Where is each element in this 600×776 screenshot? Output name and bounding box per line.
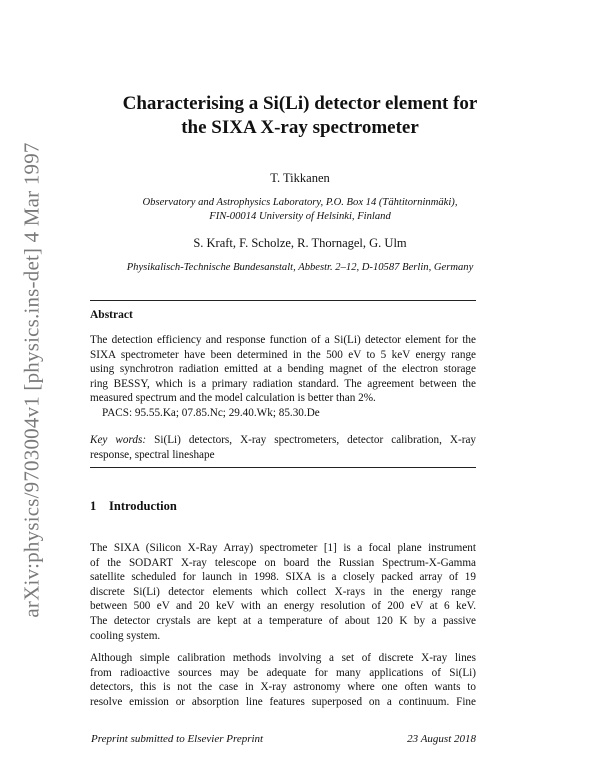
keywords-line-1 (90, 433, 476, 448)
intro-paragraph-1 (90, 541, 476, 643)
section-title: Introduction (109, 499, 177, 513)
paragraph-line: satellite scheduled for launch in 1998. SIXA is a closely packed array of 19 (90, 571, 476, 584)
title-line-2: the SIXA X-ray spectrometer (181, 117, 419, 138)
abstract-line: The detection efficiency and response function of a Si(Li) detector element for the (90, 334, 476, 346)
keywords-label: Key words: (90, 434, 147, 446)
authors-2: S. Kraft, F. Scholze, R. Thornagel, G. Ulm (193, 236, 407, 250)
abstract-line: using synchrotron radiation emitted at a bending magnet of the electron storage (90, 363, 476, 376)
paper-title (0, 92, 600, 140)
paragraph-line: detectors, this is not the case in X-ray astronomy where one often wants to (90, 681, 476, 694)
author-1: T. Tikkanen (270, 171, 330, 185)
intro-paragraph-2 (90, 651, 476, 709)
keywords-text-2: response, spectral lineshape (90, 448, 215, 461)
arxiv-id: arXiv:physics/9703004v1 [physics.ins-det] 4 Mar 1997 (19, 142, 44, 618)
paragraph-line: discrete Si(Li) detector elements which collect X-rays in the energy range (90, 585, 476, 598)
abstract-heading: Abstract (90, 309, 133, 321)
affiliation-2: Physikalisch-Technische Bundesanstalt, Abbestr. 2–12, D-10587 Berlin, Germany (126, 262, 474, 273)
affiliation-1 (0, 196, 600, 224)
paragraph-line: Although simple calibration methods involving a set of discrete X-ray lines (90, 652, 476, 664)
footer-preprint: Preprint submitted to Elsevier Preprint (91, 733, 264, 745)
paragraph-line: The detector crystals are kept at a temperature of about 120 K by a passive (90, 614, 476, 627)
footer-date: 23 August 2018 (407, 733, 476, 745)
paragraph-line: from radioactive sources may be adequate for many applications of Si(Li) (90, 666, 476, 679)
paragraph-line: cooling system. (90, 629, 161, 642)
affiliation-1-line-1: Observatory and Astrophysics Laboratory, P.O. Box 14 (Tähtitorninmäki), (142, 197, 458, 208)
keywords-text-1: Si(Li) detectors, X-ray spectrometers, detector calibration, X-ray (154, 434, 477, 446)
paragraph-line: of the SODART X-ray telescope on board the Russian Spectrum-X-Gamma (90, 556, 476, 569)
keywords (90, 433, 476, 462)
paragraph-line: The SIXA (Silicon X-Ray Array) spectrometer [1] is a focal plane instrument (90, 542, 476, 554)
paragraph-line: between 500 eV and 20 keV with an energy resolution of 200 eV at 6 keV. (90, 600, 476, 613)
affiliation-1-line-2: FIN-00014 University of Helsinki, Finland (209, 211, 391, 222)
pacs-codes: PACS: 95.55.Ka; 07.85.Nc; 29.40.Wk; 85.30.De (102, 407, 320, 419)
abstract-text (90, 333, 476, 406)
abstract-top-rule (90, 300, 476, 301)
section-heading (90, 499, 177, 514)
title-line-1: Characterising a Si(Li) detector element for (122, 93, 478, 114)
section-number: 1 (90, 499, 97, 513)
paragraph-line: resolve emission or absorption line features superposed on a continuum. Fine (90, 695, 476, 708)
abstract-bottom-rule (90, 467, 476, 468)
abstract-line: measured spectrum and the model calculation is better than 2%. (90, 392, 376, 405)
abstract-line: ring BESSY, which is a primary radiation standard. The agreement between the (90, 377, 476, 390)
abstract-line: SIXA spectrometer have been determined in the 500 eV to 5 keV energy range (90, 348, 476, 361)
